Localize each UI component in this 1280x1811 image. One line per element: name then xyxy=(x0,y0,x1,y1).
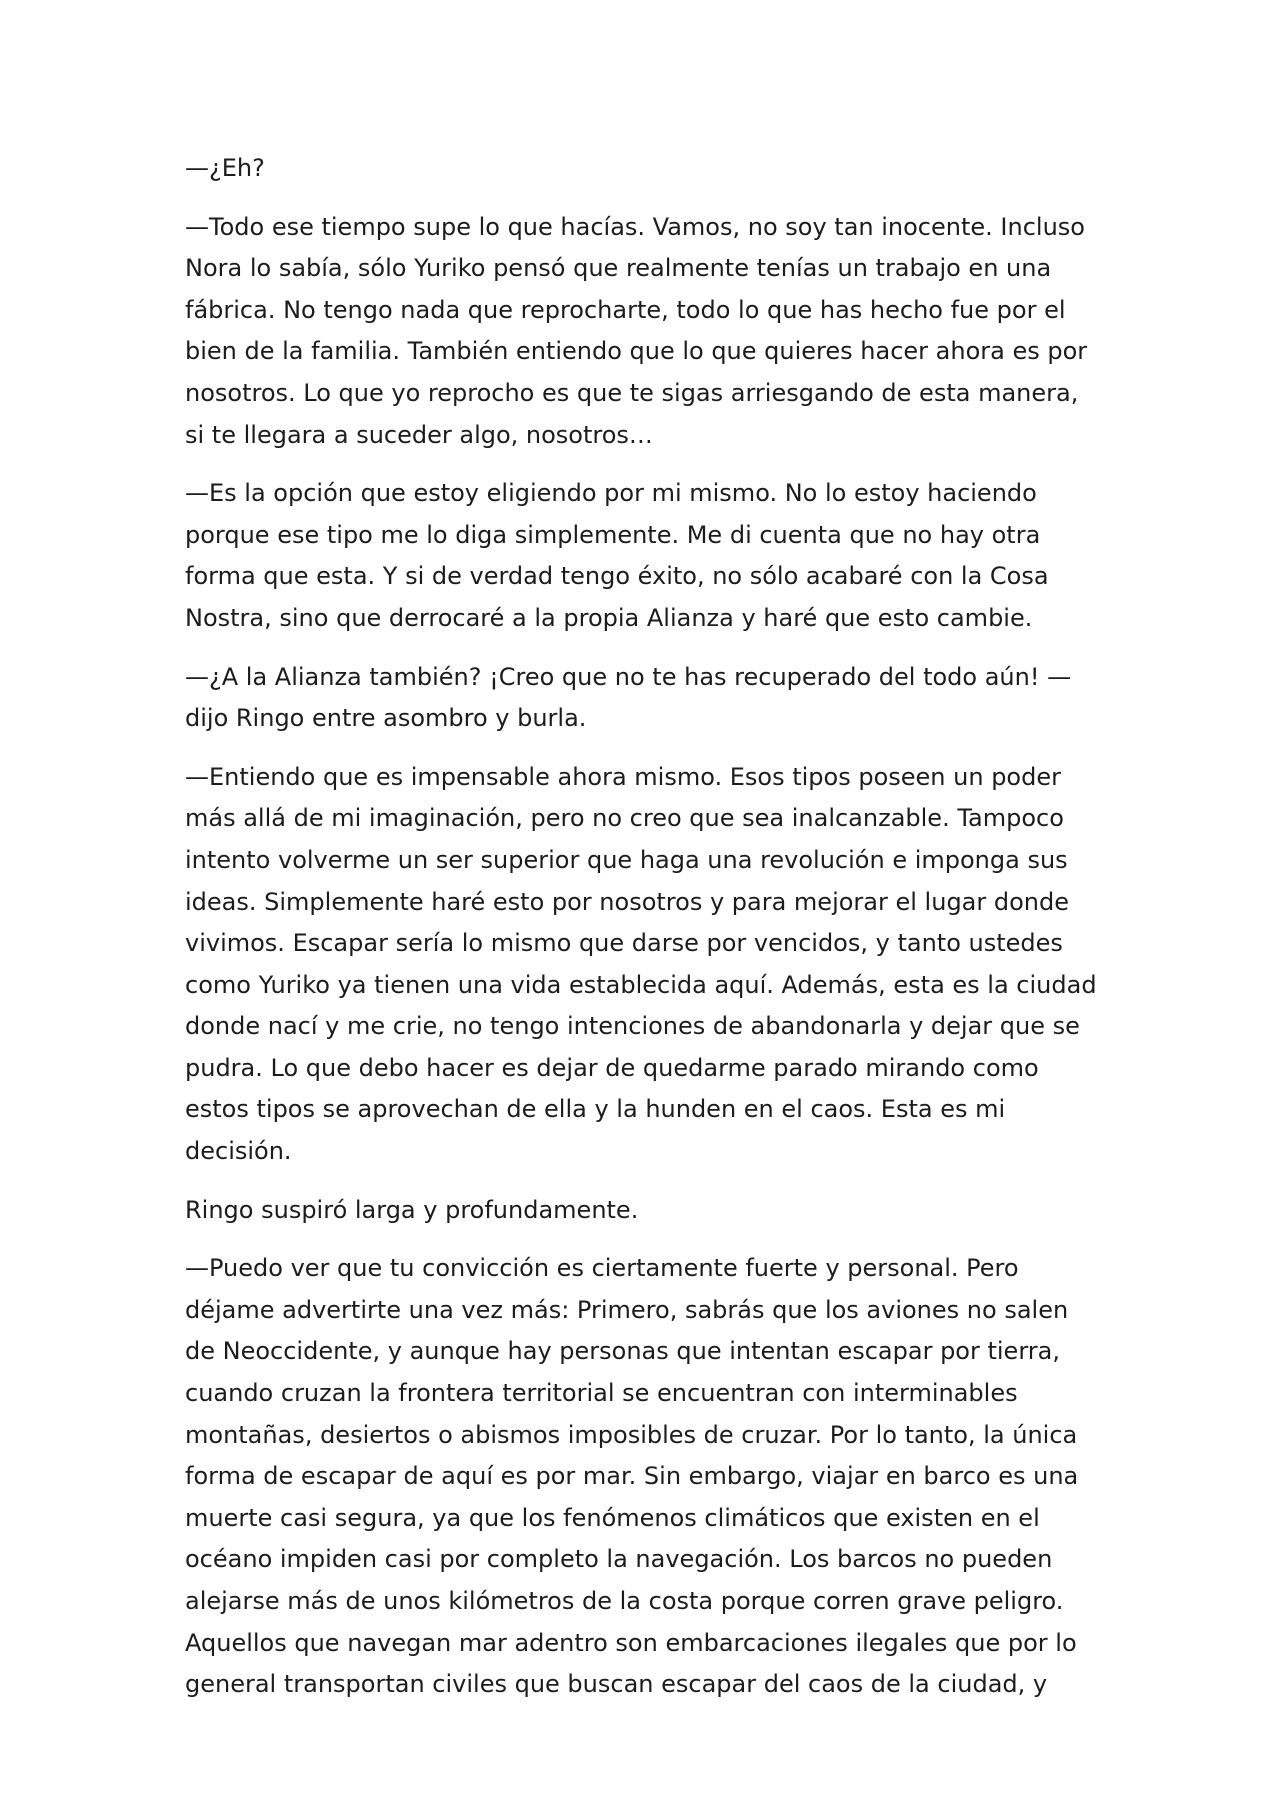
paragraph-6: Ringo suspiró larga y profundamente. xyxy=(185,1195,639,1224)
paragraph-1: —¿Eh? xyxy=(185,154,265,182)
paragraph-5: —Entiendo que es impensable ahora mismo. Esos tipos poseen un poder más allá de mi imaginación, pero no creo que sea inalcanzable. Tampoco intento volverme un ser superior que haga una revolución e imponga sus ideas. Simplemente haré esto por nosotros y para mejorar el lugar donde vivimos. Escapar sería lo mismo que darse por vencidos, y tanto ustedes como Yuriko ya tienen una vida establecida aquí. Además, esta es la ciudad donde nací y me crie, no tengo intenciones de abandonarla y dejar que se pudra. Lo que debo hacer es dejar de quedarme parado mirando como estos tipos se aprovechan de ella y la hunden en el caos. Esta es mi decisión. xyxy=(185,762,1097,1166)
paragraph-7: —Puedo ver que tu convicción es ciertamente fuerte y personal. Pero déjame advertirte una vez más: Primero, sabrás que los aviones no salen de Neoccidente, y aunque hay personas que intentan escapar por tierra, cuando cruzan la frontera territorial se encuentran con interminables montañas, desiertos o abismos imposibles de cruzar. Por lo tanto, la única forma de escapar de aquí es por mar. Sin embargo, viajar en barco es una muerte casi segura, ya que los fenómenos climáticos que existen en el océano impiden casi por completo la navegación. Los barcos no pueden alejarse más de unos kilómetros de la costa porque corren grave peligro. Aquellos que navegan mar adentro son embarcaciones ilegales que por lo general transportan civiles que buscan escapar del caos de la ciudad, y xyxy=(185,1254,1079,1699)
paragraph-3: —Es la opción que estoy eligiendo por mi mismo. No lo estoy haciendo porque ese tipo me lo diga simplemente. Me di cuenta que no hay otra forma que esta. Y si de verdad tengo éxito, no sólo acabaré con la Cosa Nostra, sino que derrocaré a la propia Alianza y haré que esto cambie. xyxy=(185,479,1049,632)
document-body xyxy=(185,148,1105,1723)
paragraph-4: —¿A la Alianza también? ¡Creo que no te has recuperado del todo aún! —dijo Ringo entre asombro y burla. xyxy=(185,662,1072,733)
paragraph-2: —Todo ese tiempo supe lo que hacías. Vamos, no soy tan inocente. Incluso Nora lo sabía, sólo Yuriko pensó que realmente tenías un trabajo en una fábrica. No tengo nada que reprocharte, todo lo que has hecho fue por el bien de la familia. También entiendo que lo que quieres hacer ahora es por nosotros. Lo que yo reprocho es que te sigas arriesgando de esta manera, si te llegara a suceder algo, nosotros… xyxy=(185,212,1088,449)
